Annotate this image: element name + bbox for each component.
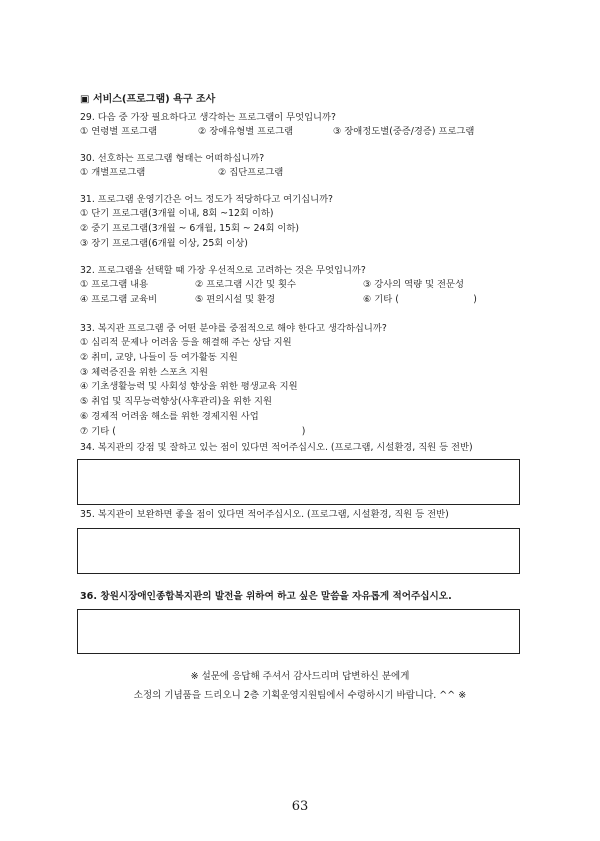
question-32-options-row1 — [80, 278, 477, 293]
question-29-options — [80, 125, 474, 140]
option-32-1[interactable]: ① 프로그램 내용 — [80, 279, 149, 290]
option-29-1[interactable]: ① 연령별 프로그램 — [80, 126, 158, 137]
section-title — [80, 90, 215, 105]
option-33-1[interactable]: ① 심리적 문제나 어려움 등을 해결해 주는 상담 지원 — [80, 337, 292, 348]
option-33-5[interactable]: ⑤ 취업 및 직무능력향상(사후관리)을 위한 지원 — [80, 396, 273, 408]
option-32-5[interactable]: ⑤ 편의시설 및 환경 — [195, 293, 276, 305]
question-31-text: 31. 프로그램 운영기간은 어느 정도가 적당하다고 여기십니까? — [80, 194, 333, 205]
page-number: 63 — [291, 799, 309, 814]
option-31-3[interactable]: ③ 장기 프로그램(6개월 이상, 25회 이상) — [80, 237, 248, 249]
option-29-2[interactable]: ② 장애유형별 프로그램 — [198, 126, 294, 137]
question-33-text: 33. 복지관 프로그램 중 어떤 분야를 중점적으로 해야 한다고 생각하십니까? — [80, 323, 387, 334]
question-31 — [80, 193, 333, 251]
option-33-4[interactable]: ④ 기초생활능력 및 사회성 향상을 위한 평생교육 지원 — [80, 381, 298, 393]
option-33-7[interactable]: ⑦ 기타 ( ) — [80, 425, 306, 437]
answer-35-textbox[interactable] — [77, 528, 520, 574]
option-31-2[interactable]: ② 중기 프로그램(3개월 ~ 6개월, 15회 ~ 24회 이하) — [80, 222, 299, 234]
option-29-3[interactable]: ③ 장애정도별(중증/경증) 프로그램 — [333, 126, 475, 137]
option-31-1[interactable]: ① 단기 프로그램(3개월 이내, 8회 ~12회 이하) — [80, 208, 274, 219]
answer-34-textbox[interactable] — [77, 459, 520, 505]
option-33-2[interactable]: ② 취미, 교양, 나들이 등 여가활동 지원 — [80, 351, 238, 363]
option-32-3[interactable]: ③ 강사의 역량 및 전문성 — [363, 279, 464, 290]
answer-36-textbox[interactable] — [77, 609, 520, 654]
question-36-text: 36. 창원시장애인종합복지관의 발전을 위하여 하고 싶은 말씀을 자유롭게 적어주십시오. — [80, 591, 452, 602]
footer-notice — [0, 667, 600, 705]
question-33 — [80, 322, 387, 440]
option-30-1[interactable]: ① 개별프로그램 — [80, 167, 146, 178]
footer-line-1: ※ 설문에 응답해 주셔서 감사드리며 답변하신 분에게 — [190, 671, 410, 682]
question-32-text: 32. 프로그램을 선택할 때 가장 우선적으로 고려하는 것은 무엇입니까? — [80, 265, 366, 276]
footer-line-2: 소정의 기념품을 드리오니 2층 기획운영지원팀에서 수령하시기 바랍니다. ^^ ※ — [133, 690, 467, 701]
option-30-2[interactable]: ② 집단프로그램 — [218, 167, 284, 178]
question-32 — [80, 264, 477, 308]
section-marker: ▣ — [80, 94, 90, 105]
question-34-text: 34. 복지관의 강점 및 잘하고 있는 점이 있다면 적어주십시오. (프로그램, 시설환경, 직원 등 전반) — [80, 442, 473, 453]
question-29-text: 29. 다음 중 가장 필요하다고 생각하는 프로그램이 무엇입니까? — [80, 112, 336, 123]
question-29 — [80, 111, 474, 140]
question-30-text: 30. 선호하는 프로그램 형태는 어떠하십니까? — [80, 153, 265, 164]
question-32-options-row2 — [80, 293, 477, 308]
option-32-2[interactable]: ② 프로그램 시간 및 횟수 — [195, 279, 296, 290]
option-33-3[interactable]: ③ 체력증진을 위한 스포츠 지원 — [80, 366, 208, 378]
option-32-4[interactable]: ④ 프로그램 교육비 — [80, 293, 158, 305]
question-30 — [80, 152, 283, 181]
question-30-options — [80, 166, 283, 181]
option-32-6[interactable]: ⑥ 기타 ( ) — [363, 293, 477, 305]
option-33-6[interactable]: ⑥ 경제적 어려움 해소를 위한 경제지원 사업 — [80, 410, 259, 422]
question-35-text: 35. 복지관이 보완하면 좋을 점이 있다면 적어주십시오. (프로그램, 시설환경, 직원 등 전반) — [80, 509, 449, 520]
section-title-text: 서비스(프로그램) 욕구 조사 — [92, 94, 216, 105]
